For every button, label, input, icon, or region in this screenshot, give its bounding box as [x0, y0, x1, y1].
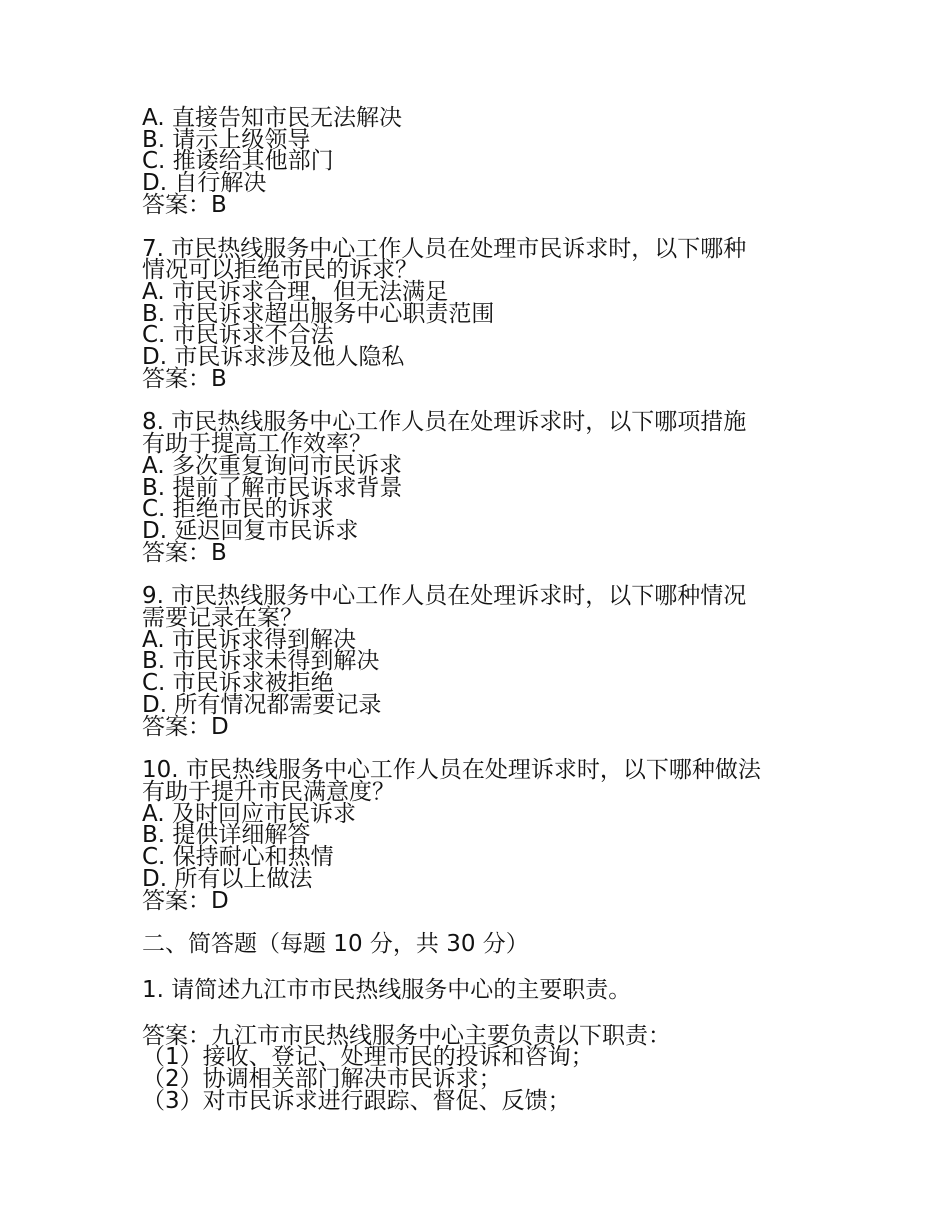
- option-a: A. 市民诉求合理，但无法满足: [142, 278, 448, 305]
- answer: 答案：D: [142, 713, 229, 740]
- question-stem: 有助于提高工作效率？: [142, 431, 372, 458]
- question-7: [142, 235, 842, 392]
- question-stem: 需要记录在案？: [142, 605, 303, 632]
- option-c: C. 拒绝市民的诉求: [142, 496, 334, 523]
- answer: 答案：B: [142, 365, 227, 392]
- question-8: [142, 409, 842, 566]
- option-c: C. 市民诉求被拒绝: [142, 670, 334, 697]
- option-c: C. 市民诉求不合法: [142, 322, 334, 349]
- question-stem: 10. 市民热线服务中心工作人员在处理诉求时，以下哪种做法: [142, 757, 761, 784]
- option-b: B. 提供详细解答: [142, 822, 311, 849]
- option-b: B. 市民诉求未得到解决: [142, 648, 380, 675]
- question-stem: 9. 市民热线服务中心工作人员在处理诉求时，以下哪种情况: [142, 583, 747, 610]
- option-a: A. 及时回应市民诉求: [142, 800, 356, 827]
- answer-line: （2）协调相关部门解决市民诉求；: [142, 1066, 502, 1093]
- answer: 答案：B: [142, 539, 227, 566]
- option-d: D. 自行解决: [142, 170, 267, 197]
- question-stem: 7. 市民热线服务中心工作人员在处理市民诉求时，以下哪种: [142, 235, 747, 262]
- short-answer-1: [142, 1022, 842, 1114]
- option-b: B. 请示上级领导: [142, 126, 311, 153]
- option-d: D. 市民诉求涉及他人隐私: [142, 344, 405, 371]
- option-b: B. 提前了解市民诉求背景: [142, 474, 403, 501]
- answer-line: （3）对市民诉求进行跟踪、督促、反馈；: [142, 1087, 571, 1114]
- question-stem: 有助于提升市民满意度？: [142, 778, 395, 805]
- question-10: [142, 757, 842, 914]
- option-d: D. 所有情况都需要记录: [142, 691, 382, 718]
- document-page: [142, 105, 842, 1114]
- question-stem: 1. 请简述九江市市民热线服务中心的主要职责。: [142, 976, 632, 1003]
- option-b: B. 市民诉求超出服务中心职责范围: [142, 300, 495, 327]
- answer: 答案：B: [142, 191, 227, 218]
- option-c: C. 推诿给其他部门: [142, 148, 334, 175]
- answer-line: （1）接收、登记、处理市民的投诉和咨询；: [142, 1044, 594, 1071]
- section-title: 二、简答题（每题 10 分，共 30 分）: [142, 931, 529, 958]
- question-9: [142, 583, 842, 740]
- short-question-1: [142, 976, 842, 1003]
- section-heading: [142, 931, 842, 958]
- option-d: D. 延迟回复市民诉求: [142, 517, 359, 544]
- answer: 答案：D: [142, 887, 229, 914]
- option-a: A. 市民诉求得到解决: [142, 626, 356, 653]
- question-stem: 情况可以拒绝市民的诉求？: [142, 257, 418, 284]
- option-c: C. 保持耐心和热情: [142, 844, 334, 871]
- option-a: A. 直接告知市民无法解决: [142, 105, 402, 131]
- option-d: D. 所有以上做法: [142, 865, 313, 892]
- answer-line: 答案：九江市市民热线服务中心主要负责以下职责：: [142, 1022, 671, 1049]
- option-a: A. 多次重复询问市民诉求: [142, 452, 402, 479]
- question-6-tail: [142, 105, 842, 218]
- question-stem: 8. 市民热线服务中心工作人员在处理诉求时，以下哪项措施: [142, 409, 747, 436]
